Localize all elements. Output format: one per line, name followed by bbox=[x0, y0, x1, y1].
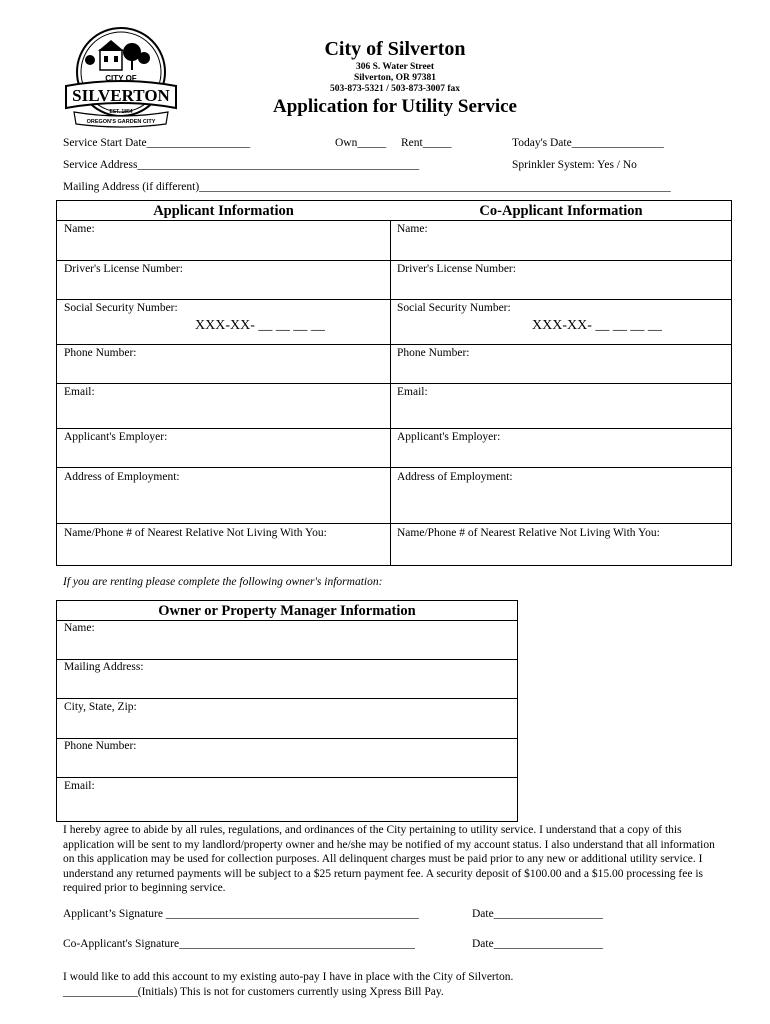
coapplicant-phone-field[interactable]: Phone Number: bbox=[397, 347, 470, 359]
coapplicant-relative-field[interactable]: Name/Phone # of Nearest Relative Not Living With You: bbox=[397, 527, 660, 539]
todays-date-field[interactable]: Today's Date________________ bbox=[512, 137, 664, 149]
street-address: 306 S. Water Street bbox=[355, 62, 435, 72]
service-address-field[interactable]: Service Address_________________________________________________ bbox=[63, 159, 420, 171]
applicant-employer-address-field[interactable]: Address of Employment: bbox=[64, 471, 180, 483]
coapplicant-ssn-field[interactable]: XXX-XX- __ __ __ __ bbox=[532, 318, 662, 333]
logo-main-text: SILVERTON bbox=[72, 86, 170, 105]
coapplicant-name-field[interactable]: Name: bbox=[397, 223, 428, 235]
applicant-employer-field[interactable]: Applicant's Employer: bbox=[64, 431, 168, 443]
applicant-phone-field[interactable]: Phone Number: bbox=[64, 347, 137, 359]
applicant-info-table bbox=[56, 200, 732, 566]
city-state-zip: Silverton, OR 97381 bbox=[353, 73, 437, 83]
coapplicant-employer-address-field[interactable]: Address of Employment: bbox=[397, 471, 513, 483]
owner-mailing-address-field[interactable]: Mailing Address: bbox=[64, 661, 144, 673]
mailing-address-field[interactable]: Mailing Address (if different)__________________________________________________________________________________ bbox=[63, 181, 671, 193]
coapplicant-ssn-label: Social Security Number: bbox=[397, 302, 511, 314]
applicant-relative-field[interactable]: Name/Phone # of Nearest Relative Not Living With You: bbox=[64, 527, 327, 539]
owner-section-title: Owner or Property Manager Information bbox=[158, 603, 416, 619]
applicant-license-field[interactable]: Driver's License Number: bbox=[64, 263, 183, 275]
own-field[interactable]: Own_____ bbox=[335, 137, 387, 149]
owner-info-table bbox=[56, 600, 518, 822]
city-name: City of Silverton bbox=[324, 38, 466, 60]
owner-email-field[interactable]: Email: bbox=[64, 780, 95, 792]
applicant-ssn-field[interactable]: XXX-XX- __ __ __ __ bbox=[195, 318, 325, 333]
service-start-date-field[interactable]: Service Start Date__________________ bbox=[63, 137, 251, 149]
page-title: Application for Utility Service bbox=[273, 96, 517, 117]
city-seal-logo bbox=[60, 24, 182, 128]
owner-city-state-zip-field[interactable]: City, State, Zip: bbox=[64, 701, 137, 713]
coapplicant-date-field[interactable]: Date___________________ bbox=[472, 938, 603, 950]
applicant-signature-field[interactable]: Applicant’s Signature ____________________________________________ bbox=[63, 908, 419, 920]
agreement-paragraph: I hereby agree to abide by all rules, regulations, and ordinances of the City pertaining to utility service. I understand that a copy of this application will be sent to my landlord/property owner and he/she may be notified of my account status. I also understand that all information on this application may be used for collection purposes. All delinquent charges must be paid prior to any new or additional utility service. I understand any returned payments will be subject to a $25 return payment fee. A security deposit of $100.00 and a $15.00 processing fee is required prior to beginning service. bbox=[63, 824, 715, 895]
autopay-initials-field[interactable]: _____________(Initials) This is not for customers currently using Xpress Bill Pay. bbox=[63, 986, 444, 998]
coapplicant-email-field[interactable]: Email: bbox=[397, 386, 428, 398]
owner-phone-field[interactable]: Phone Number: bbox=[64, 740, 137, 752]
applicant-name-field[interactable]: Name: bbox=[64, 223, 95, 235]
applicant-email-field[interactable]: Email: bbox=[64, 386, 95, 398]
autopay-statement: I would like to add this account to my existing auto-pay I have in place with the City of Silverton. bbox=[63, 971, 514, 983]
applicant-section-title: Applicant Information bbox=[153, 203, 294, 219]
coapplicant-signature-field[interactable]: Co-Applicant's Signature_________________________________________ bbox=[63, 938, 415, 950]
coapplicant-employer-field[interactable]: Applicant's Employer: bbox=[397, 431, 501, 443]
coapplicant-section-title: Co-Applicant Information bbox=[479, 203, 643, 219]
logo-est-text: EST. 1854 bbox=[109, 109, 133, 115]
phone-fax: 503-873-5321 / 503-873-3007 fax bbox=[329, 84, 461, 94]
logo-bottom-text: OREGON'S GARDEN CITY bbox=[86, 119, 156, 125]
rent-field[interactable]: Rent_____ bbox=[401, 137, 452, 149]
coapplicant-license-field[interactable]: Driver's License Number: bbox=[397, 263, 516, 275]
sprinkler-system-field[interactable]: Sprinkler System: Yes / No bbox=[512, 159, 637, 171]
renting-note: If you are renting please complete the following owner's information: bbox=[63, 576, 383, 588]
logo-top-text: CITY OF bbox=[105, 74, 137, 83]
applicant-date-field[interactable]: Date___________________ bbox=[472, 908, 603, 920]
owner-name-field[interactable]: Name: bbox=[64, 622, 95, 634]
applicant-ssn-label: Social Security Number: bbox=[64, 302, 178, 314]
